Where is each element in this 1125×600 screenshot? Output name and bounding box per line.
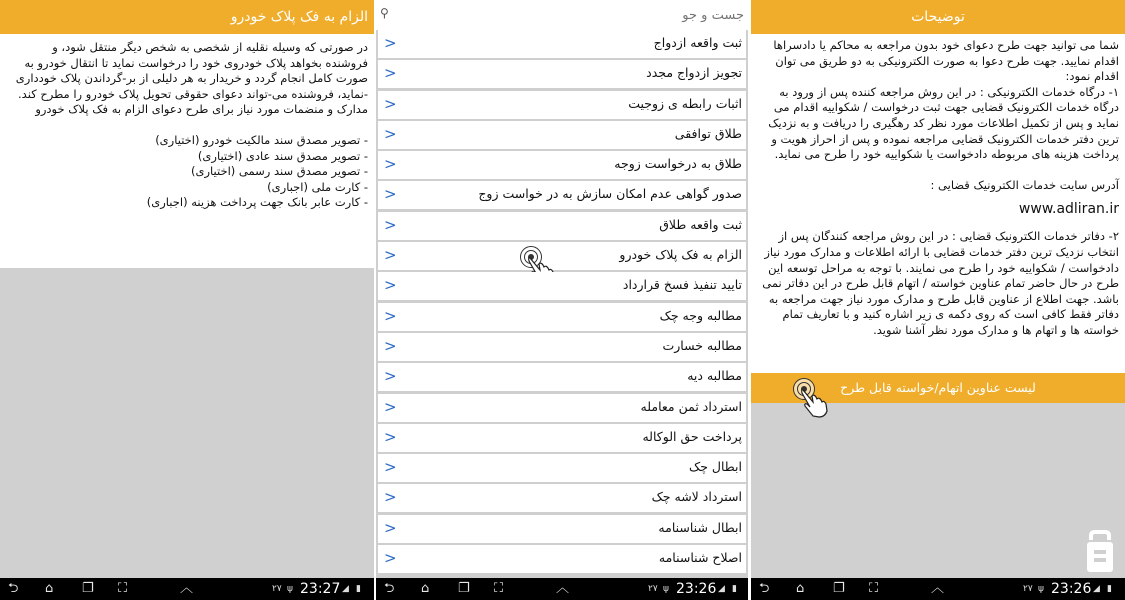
list-item[interactable]: [378, 151, 746, 179]
list-item-label: مطالبه دیه: [687, 368, 742, 384]
chevron-left-icon: <: [384, 549, 397, 568]
chevron-left-icon: <: [384, 306, 397, 325]
chevron-left-icon: <: [384, 397, 397, 416]
list-item-label: پرداخت حق الوکاله: [642, 428, 742, 444]
status-number: ۲۷: [272, 584, 282, 594]
list-item-label: مطالبه خسارت: [662, 337, 742, 353]
chevron-left-icon: <: [384, 518, 397, 537]
battery-icon: ▮: [732, 584, 737, 594]
chevron-left-icon: <: [384, 276, 397, 295]
wifi-icon: ◢: [342, 584, 349, 594]
list-item-label: ثبت واقعه طلاق: [659, 216, 742, 232]
back-icon[interactable]: ⮌: [759, 581, 770, 596]
list-item[interactable]: [378, 303, 746, 331]
battery-icon: ▮: [356, 584, 361, 594]
status-number: ۲۷: [1023, 584, 1033, 594]
list-item[interactable]: [378, 30, 746, 58]
list-item-label: صدور گواهی عدم امکان سازش به در خواست زوج: [478, 186, 742, 202]
list-item-label: ابطال چک: [689, 459, 742, 475]
list-item-label: طلاق به درخواست زوجه: [614, 156, 742, 172]
chevron-left-icon: <: [384, 64, 397, 83]
screenshot-icon[interactable]: ⛶: [494, 581, 504, 596]
list-item[interactable]: [378, 333, 746, 361]
info-screen: [751, 0, 1125, 600]
chevron-left-icon: <: [384, 246, 397, 265]
list-item[interactable]: [378, 181, 746, 209]
screenshot-icon[interactable]: ⛶: [869, 581, 879, 596]
back-icon[interactable]: ⮌: [8, 581, 19, 596]
wifi-icon: ◢: [1093, 584, 1100, 594]
wifi-icon: ◢: [718, 584, 725, 594]
home-icon[interactable]: ⌂: [796, 581, 805, 596]
list-item[interactable]: [378, 454, 746, 482]
document-item: - تصویر مصدق سند مالکیت خودرو (اختیاری): [155, 132, 368, 147]
list-item-label: تایید تنفیذ فسخ قرارداد: [622, 277, 742, 293]
chevron-left-icon: <: [384, 427, 397, 446]
list-item-label: تجویز ازدواج مجدد: [646, 65, 742, 81]
list-item[interactable]: [378, 60, 746, 88]
up-icon[interactable]: ︿: [931, 581, 945, 596]
status-number: ۲۷: [648, 584, 658, 594]
description-paragraph: در صورتی که وسیله نقلیه از شخصی به شخص دیگر منتقل شود، و فروشنده بخواهد پلاک خودروی خود را درخواست نماید تا انتقال خودرو به صورت کامل انجام گردد و خریدار به هر دلیلی از بر-گرداندن پلاک خودداری -نماید، فروشنده می-تواند دعوای حقوقی تحویل پلاک خودرو را مطرح کند.: [15, 40, 368, 101]
list-item[interactable]: [378, 545, 746, 573]
list-item-label: اثبات رابطه ی زوجیت: [628, 95, 742, 111]
list-item[interactable]: [378, 424, 746, 452]
chevron-left-icon: <: [384, 336, 397, 355]
document-item: - تصویر مصدق سند رسمی (اختیاری): [190, 164, 368, 179]
chevron-left-icon: <: [384, 124, 397, 143]
method1-paragraph: ۱- درگاه خدمات الکترونیکی : در این روش مراجعه کننده پس از ورود به درگاه خدمات الکترونیک قضایی جهت ثبت درخواست / شکواییه اقدام می نماید و پس از تکمیل اطلاعات مورد نظر کد رهگیری را دریافت و به نزدیک ترین دفتر خدمات الکترونیک قضایی مراجعه نموده و پس از احراز هویت و پرداخت هزینه های مربوطه دادخواست یا شکواییه خود را طرح می نماید.: [768, 84, 1119, 162]
chevron-left-icon: <: [384, 488, 397, 507]
chevron-left-icon: <: [384, 94, 397, 113]
list-item-label: اصلاح شناسنامه: [658, 550, 742, 566]
chevron-left-icon: <: [384, 185, 397, 204]
list-item-label: استرداد ثمن معامله: [640, 398, 742, 414]
list-item[interactable]: [378, 242, 746, 270]
list-item[interactable]: [378, 363, 746, 391]
list-item[interactable]: [378, 394, 746, 422]
list-screen: [376, 0, 748, 600]
clock: 23:27: [300, 581, 341, 597]
list-item[interactable]: [378, 212, 746, 240]
chevron-left-icon: <: [384, 458, 397, 477]
home-icon[interactable]: ⌂: [421, 581, 430, 596]
up-icon[interactable]: ︿: [180, 581, 194, 596]
site-url[interactable]: www.adliran.ir: [1018, 201, 1119, 218]
document-item: - کارت عابر بانک جهت پرداخت هزینه (اجباری): [146, 195, 368, 210]
list-item[interactable]: [378, 515, 746, 543]
search-input[interactable]: [396, 4, 744, 26]
list-item-label: استرداد لاشه چک: [651, 489, 742, 505]
list-item[interactable]: [378, 121, 746, 149]
system-navbar: [751, 578, 1125, 600]
documents-heading: مدارک و منضمات مورد نیاز برای طرح دعوای الزام به فک پلاک خودرو: [35, 102, 368, 117]
back-icon[interactable]: ⮌: [384, 581, 395, 596]
recent-apps-icon[interactable]: ❐: [833, 581, 845, 596]
up-icon[interactable]: ︿: [556, 581, 570, 596]
chevron-left-icon: <: [384, 155, 397, 174]
screenshot-icon[interactable]: ⛶: [118, 581, 128, 596]
usb-icon: ψ: [1038, 584, 1044, 594]
list-item-label: ثبت واقعه ازدواج: [653, 35, 742, 50]
list-item-label: الزام به فک پلاک خودرو: [619, 247, 742, 263]
method2-paragraph: ۲- دفاتر خدمات الکترونیک قضایی : در این روش مراجعه کنندگان پس از انتخاب نزدیک ترین دفتر خدمات قضایی با ارائه اطلاعات و مدارک مورد نیاز دادخواست / شکواییه خود را طرح می نمایند. با توجه به مراحل توسعه این طرح در حال حاضر تمام عناوین خواسته / اتهام قابل طرح در این دفاتر نمی باشد. جهت اطلاع از عناوین قابل طرح و مدارک مورد نیاز جهت مراجعه به دفاتر فقط کافی است که روی دکمه ی زیر اشاره کنید و با تعاریف تمام خواسته ها و اتهام ها و مدارک مورد نظر آشنا شوید.: [762, 229, 1119, 337]
page-title: الزام به فک پلاک خودرو: [0, 0, 374, 34]
site-label: آدرس سایت خدمات الکترونیک قضایی :: [930, 177, 1119, 192]
document-item: - کارت ملی (اجباری): [267, 179, 368, 194]
page-title: توضیحات: [751, 0, 1125, 34]
usb-icon: ψ: [663, 584, 669, 594]
case-list: [378, 30, 746, 575]
system-navbar: [376, 578, 748, 600]
list-item-label: طلاق توافقی: [674, 125, 742, 141]
intro-paragraph: شما می توانید جهت طرح دعوای خود بدون مراجعه به محاکم یا دادسراها اقدام نمایید. جهت طرح دعوا به صورت الکترونیکی به دو طریق می توان اقدام نمود:: [773, 38, 1119, 84]
search-icon[interactable]: ⚲: [380, 6, 389, 20]
bazaar-logo-icon: [1085, 526, 1115, 574]
info-content: [751, 34, 1125, 374]
document-item: - تصویر مصدق سند عادی (اختیاری): [197, 148, 368, 163]
detail-screen: [0, 0, 374, 600]
chevron-left-icon: <: [384, 367, 397, 386]
charges-list-button[interactable]: لیست عناوین اتهام/خواسته قابل طرح: [751, 373, 1125, 403]
list-item-label: مطالبه وجه چک: [659, 307, 742, 323]
search-bar: [376, 0, 748, 30]
chevron-left-icon: <: [384, 215, 397, 234]
system-navbar: [0, 578, 374, 600]
usb-icon: ψ: [287, 584, 293, 594]
recent-apps-icon[interactable]: ❐: [82, 581, 94, 596]
list-item[interactable]: [378, 484, 746, 512]
battery-icon: ▮: [1107, 584, 1112, 594]
clock: 23:26: [1051, 581, 1092, 597]
list-item[interactable]: [378, 272, 746, 300]
recent-apps-icon[interactable]: ❐: [458, 581, 470, 596]
list-item-label: ابطال شناسنامه: [658, 519, 742, 535]
home-icon[interactable]: ⌂: [45, 581, 54, 596]
detail-content: [0, 34, 374, 268]
tap-gesture-icon: [787, 376, 827, 416]
clock: 23:26: [676, 581, 717, 597]
list-item[interactable]: [378, 91, 746, 119]
chevron-left-icon: <: [384, 34, 397, 52]
